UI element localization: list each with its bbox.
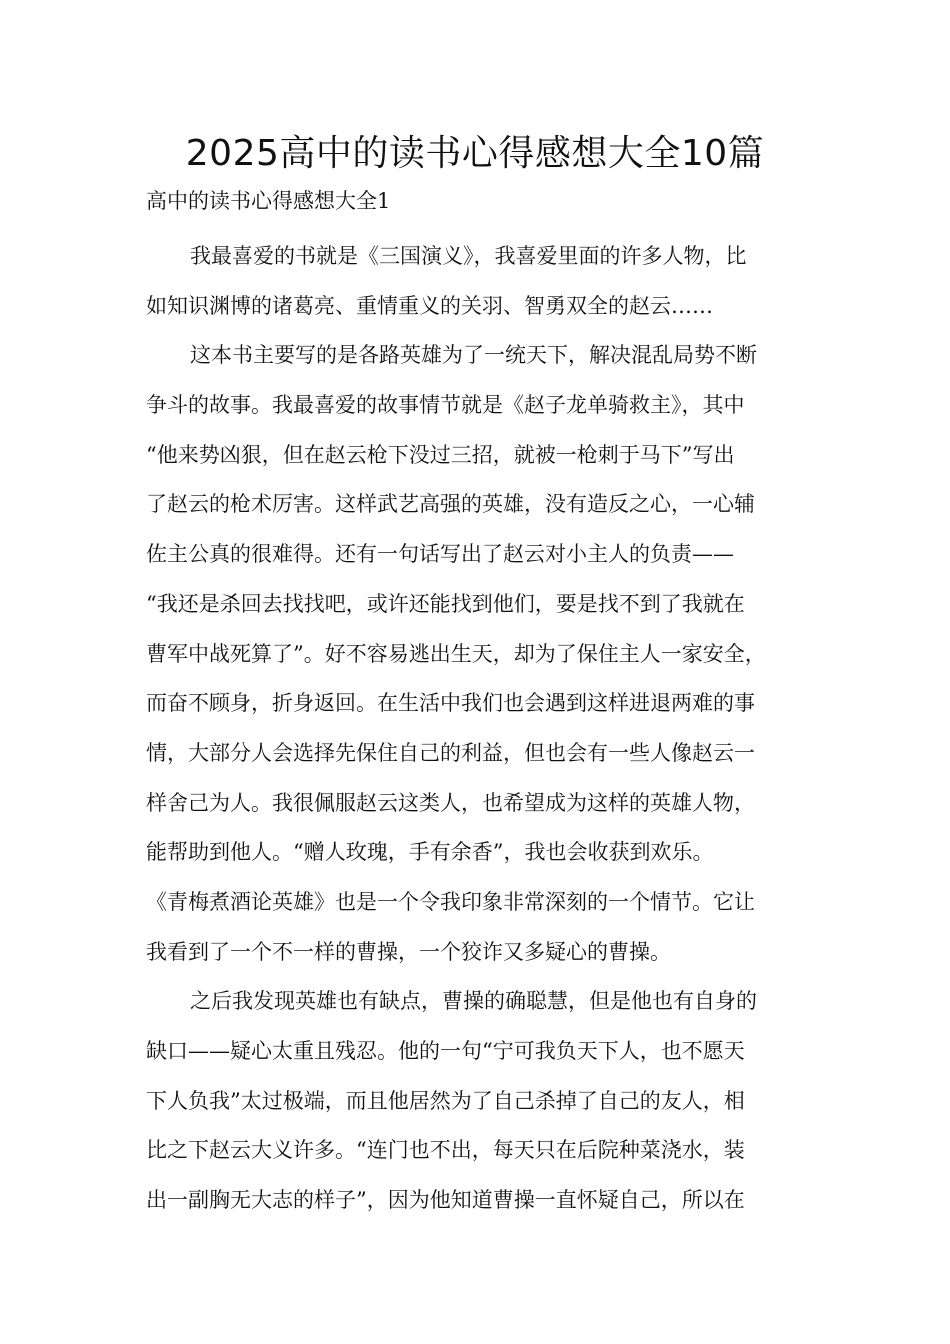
- text-line: 我最喜爱的书就是《三国演义》，我喜爱里面的许多人物，比: [190, 244, 747, 268]
- text-line: 这本书主要写的是各路英雄为了一统天下，解决混乱局势不断: [190, 343, 757, 368]
- text-line: 能帮助到他人。“赠人玫瑰，手有余香”，我也会收获到欢乐。: [146, 840, 714, 865]
- text-line: “他来势凶狠，但在赵云枪下没过三招，就被一枪刺于马下”写出: [146, 442, 735, 467]
- text-line: 了赵云的枪术厉害。这样武艺高强的英雄，没有造反之心，一心辅: [146, 492, 755, 517]
- text-line: 曹军中战死算了”。好不容易逃出生天，却为了保住主人一家安全，: [146, 641, 766, 666]
- text-line: 下人负我”太过极端，而且他居然为了自己杀掉了自己的友人，相: [146, 1088, 745, 1113]
- text-line: 样舍己为人。我很佩服赵云这类人，也希望成为这样的英雄人物，: [146, 790, 755, 815]
- body-text: [146, 232, 806, 1226]
- text-line: 我看到了一个不一样的曹操，一个狡诈又多疑心的曹操。: [146, 939, 671, 964]
- text-line: 而奋不顾身，折身返回。在生活中我们也会遇到这样进退两难的事: [146, 691, 755, 716]
- text-line: “我还是杀回去找找吧，或许还能找到他们，要是找不到了我就在: [146, 591, 745, 616]
- text-line: 情，大部分人会选择先保住自己的利益，但也会有一些人像赵云一: [146, 740, 755, 765]
- text-line: 之后我发现英雄也有缺点，曹操的确聪慧，但是他也有自身的: [190, 989, 757, 1014]
- text-line: 缺口——疑心太重且残忍。他的一句“宁可我负天下人，也不愿天: [146, 1039, 745, 1063]
- text-line: 佐主公真的很难得。还有一句话写出了赵云对小主人的负责——: [146, 542, 734, 567]
- section-heading: 高中的读书心得感想大全1: [146, 189, 391, 213]
- document-title: 2025高中的读书心得感想大全10篇: [185, 133, 765, 174]
- text-line: 《青梅煮酒论英雄》也是一个令我印象非常深刻的一个情节。它让: [146, 889, 755, 914]
- text-line: 争斗的故事。我最喜爱的故事情节就是《赵子龙单骑救主》，其中: [146, 393, 745, 418]
- text-line: 出一副胸无大志的样子”，因为他知道曹操一直怀疑自己，所以在: [146, 1188, 745, 1213]
- text-line: 如知识渊博的诸葛亮、重情重义的关羽、智勇双全的赵云……: [146, 293, 713, 318]
- text-line: 比之下赵云大义许多。“连门也不出，每天只在后院种菜浇水，装: [146, 1138, 745, 1163]
